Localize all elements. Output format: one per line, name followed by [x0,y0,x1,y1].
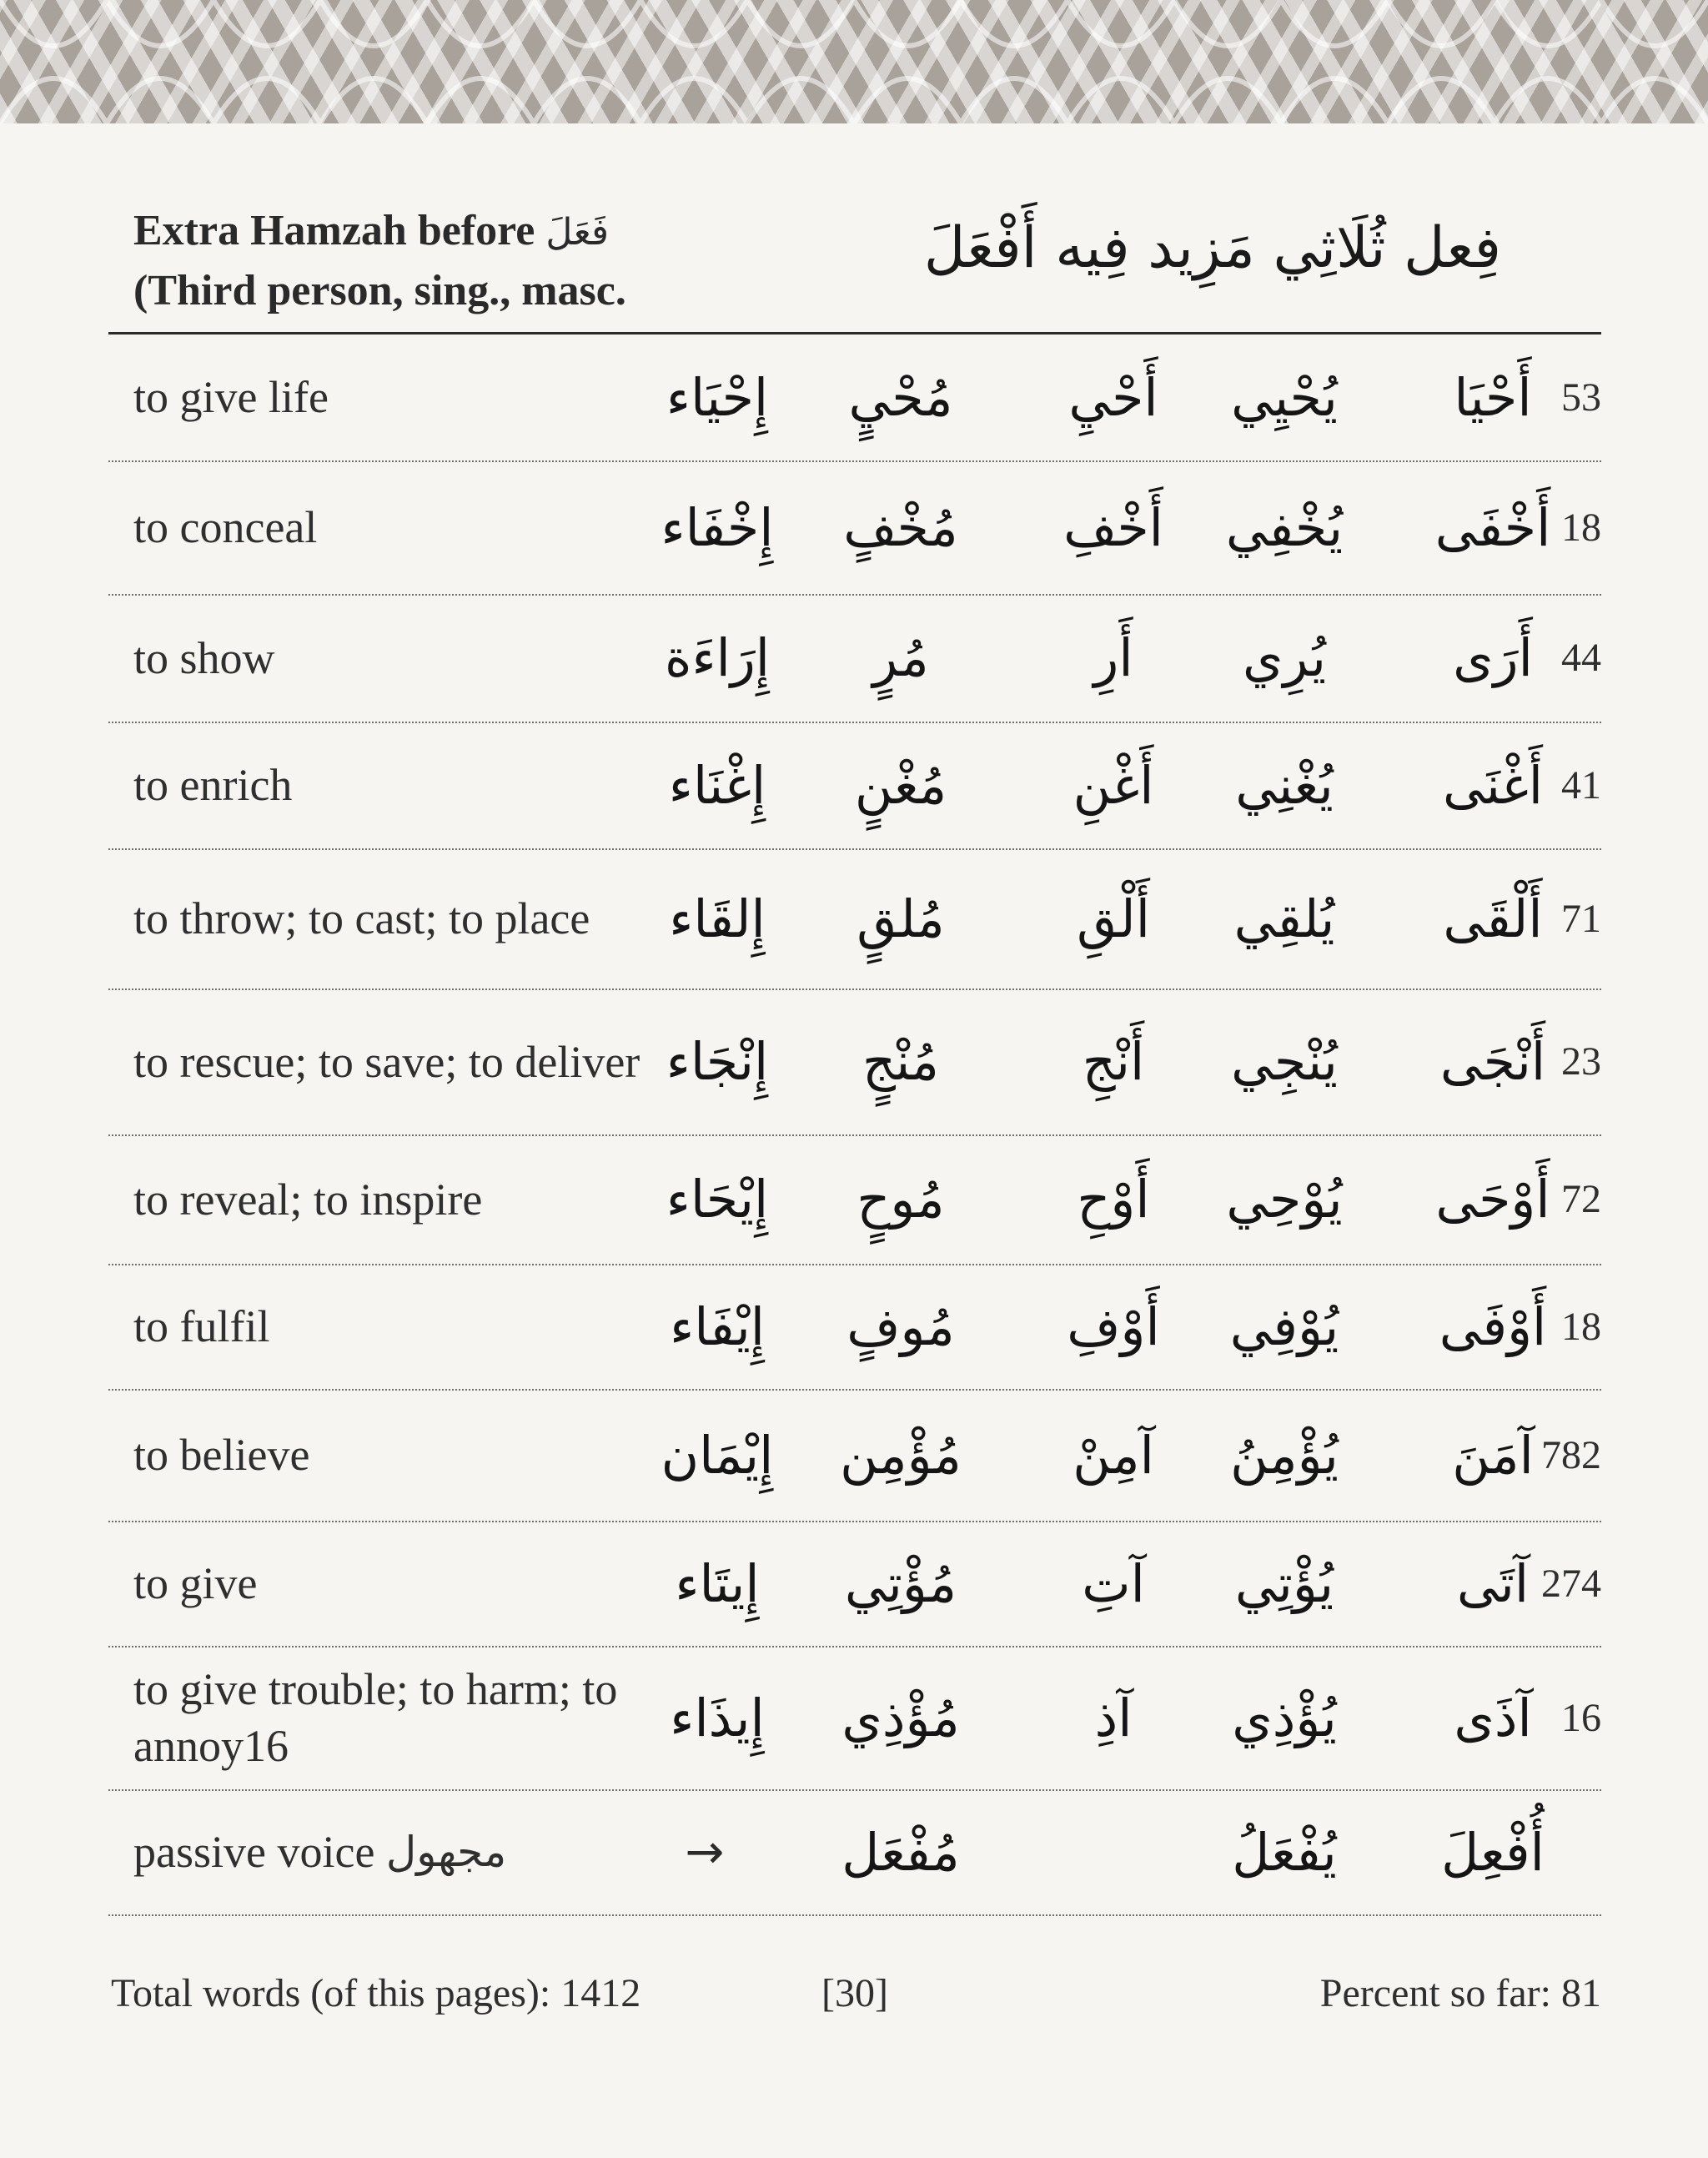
active-participle: مُلقٍ [857,888,945,949]
table-row [108,594,1601,723]
imperative: آتِ [1082,1552,1145,1614]
meaning-text: to throw; to cast; to place [133,893,590,943]
imperative: أَخْفِ [1063,496,1163,558]
meaning-text: to reveal; to inspire [133,1174,483,1225]
imperative: آمِنْ [1073,1424,1154,1486]
meaning-text: to fulfil [133,1301,270,1351]
table-row [108,1134,1601,1265]
passive-voice-label [133,1789,651,1914]
active-participle: مُؤْمِن [840,1424,962,1486]
meaning-text: to give trouble; to harm; to annoy16 [133,1664,618,1771]
header-subtitle: (Third person, sing., masc. [133,267,626,314]
present-tense: يُوْحِي [1226,1169,1343,1230]
verbal-noun: إِيتَاء [675,1552,760,1614]
past-tense: أَنْجَى [1439,1031,1546,1092]
passive-present: يُفْعَلُ [1232,1821,1337,1883]
past-tense: آمَنَ [1452,1424,1534,1486]
active-participle: مُحْيٍ [848,366,953,428]
past-tense: آذَى [1454,1687,1532,1748]
header-title-arabic: فَعَلَ [545,211,609,254]
table-row [108,722,1601,850]
table-row [108,848,1601,990]
verbal-noun: إِرَاءَة [664,627,771,688]
active-participle: مُؤْذِي [841,1687,960,1748]
occurrence-count: 72 [1561,1177,1601,1221]
present-tense: يُؤْمِنُ [1230,1424,1339,1486]
present-tense: يُنْجِي [1231,1031,1338,1092]
arrow-icon: → [685,1824,725,1879]
occurrence-count: 53 [1561,375,1601,420]
decorative-banner [0,0,1708,123]
passive-label-english: passive voice [133,1827,375,1877]
occurrence-count: 274 [1541,1561,1601,1606]
passive-past: أُفْعِلَ [1441,1821,1545,1883]
present-tense: يُخْفِي [1225,496,1344,558]
past-tense: أَوْفَى [1439,1295,1547,1357]
imperative: أَغْنِ [1073,754,1154,816]
verbal-noun: إِيْمَان [661,1424,774,1486]
present-tense: يُلقِي [1233,888,1335,949]
header-title: Extra Hamzah before [133,207,535,254]
present-tense: يُوْفِي [1229,1295,1339,1357]
occurrence-count: 782 [1541,1432,1601,1477]
verbal-noun: إِلقَاء [669,888,766,949]
verbal-noun: إِحْيَاء [666,366,769,428]
percent-so-far: Percent so far: 81 [1319,1971,1601,2015]
present-tense: يُغْنِي [1235,754,1334,816]
table-row [108,460,1601,596]
active-participle: مُؤْتِي [844,1552,957,1614]
imperative: أَنْجِ [1082,1031,1145,1092]
present-tense: يُؤْذِي [1232,1687,1337,1748]
table-header [108,190,1601,335]
meaning-text: to conceal [133,502,318,552]
past-tense: أَحْيَا [1454,366,1532,428]
header-arabic-title: فِعل ثُلَاثِي مَزِيد فِيه أَفْعَلَ [923,215,1501,281]
imperative: أَلْقِ [1077,888,1150,949]
imperative: أَوْحِ [1077,1169,1150,1230]
active-participle: مُغْنٍ [854,754,947,816]
active-participle: مُخْفٍ [843,496,958,558]
present-tense: يُحْيِي [1231,366,1338,428]
past-tense: أَرَى [1453,627,1533,688]
verbal-noun: إِيْفَاء [670,1295,765,1357]
verbal-noun: إِخْفَاء [661,496,774,558]
meaning-text: to believe [133,1430,310,1480]
meaning-text: to give life [133,372,329,422]
active-participle: مُرٍ [872,627,929,688]
table-row [108,1646,1601,1791]
active-participle: مُنْجٍ [862,1031,939,1092]
occurrence-count: 23 [1561,1039,1601,1084]
occurrence-count: 71 [1561,896,1601,941]
occurrence-count: 41 [1561,762,1601,807]
passive-label-arabic: مجهول [385,1828,507,1876]
past-tense: أَغْنَى [1442,754,1544,816]
table-row [108,988,1601,1136]
total-words: Total words (of this pages): 1412 [111,1971,641,2015]
past-tense: أَوْحَى [1435,1169,1550,1230]
header-english [133,202,626,320]
present-tense: يُؤْتِي [1234,1552,1334,1614]
verbal-noun: إِغْنَاء [668,754,766,816]
imperative: أَحْيِ [1068,366,1158,428]
page-number: [30] [821,1971,888,2015]
meaning-text: to enrich [133,760,293,810]
imperative: أَرِ [1093,627,1133,688]
occurrence-count: 44 [1561,636,1601,680]
verbal-noun: إِنْجَاء [666,1031,769,1092]
occurrence-count: 18 [1561,1304,1601,1349]
occurrence-count: 16 [1561,1695,1601,1740]
past-tense: أَلْقَى [1443,888,1543,949]
occurrence-count: 18 [1561,505,1601,550]
imperative: أَوْفِ [1067,1295,1160,1357]
table-row [108,334,1601,462]
imperative: آذِ [1094,1687,1133,1748]
meaning-text: to rescue; to save; to deliver [133,1036,640,1087]
active-participle: مُوحٍ [857,1169,945,1230]
verbal-noun: إِيْحَاء [666,1169,769,1230]
meaning-text: to give [133,1558,258,1608]
present-tense: يُرِي [1243,627,1326,688]
passive-participle: مُفْعَل [841,1821,960,1883]
meaning-text: to show [133,632,275,683]
arabesque-pattern [0,0,1708,123]
past-tense: أَخْفَى [1434,496,1551,558]
active-participle: مُوفٍ [846,1295,955,1357]
verbal-noun: إِيذَاء [670,1687,765,1748]
past-tense: آتَى [1456,1552,1530,1614]
table-row [108,1264,1601,1391]
passive-voice-row [108,1789,1601,1916]
table-row [108,1389,1601,1522]
table-row [108,1521,1601,1647]
